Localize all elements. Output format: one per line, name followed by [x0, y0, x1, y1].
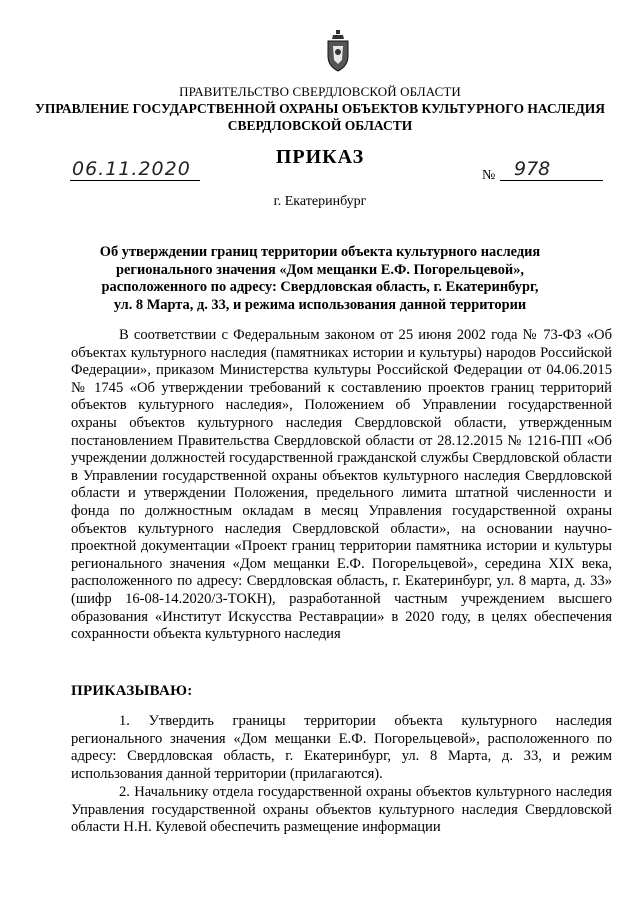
title-line-3: расположенного по адресу: Свердловская область, г. Екатеринбург, [101, 279, 539, 296]
number-label: № [482, 168, 496, 183]
order-title [0, 244, 640, 314]
department-line-2: СВЕРДЛОВСКОЙ ОБЛАСТИ [227, 118, 413, 133]
title-line-4: ул. 8 Марта, д. 33, и режима использования данной территории [113, 296, 527, 313]
order-date: 06.11.2020 [70, 158, 200, 181]
order-item-2: 2. Начальнику отдела государственной охраны объектов культурного наследия Управления государственной охраны объектов культурного наследия Свердловской области Н.Н. Кулевой обеспечить размещение информации [71, 784, 612, 836]
coat-of-arms-icon [324, 30, 352, 72]
department-name [0, 100, 640, 134]
government-name: ПРАВИТЕЛЬСТВО СВЕРДЛОВСКОЙ ОБЛАСТИ [179, 84, 461, 99]
order-number: 978 [500, 158, 603, 181]
city: г. Екатеринбург [273, 194, 367, 209]
department-line-1: УПРАВЛЕНИЕ ГОСУДАРСТВЕННОЙ ОХРАНЫ ОБЪЕКТОВ КУЛЬТУРНОГО НАСЛЕДИЯ [34, 101, 606, 116]
preamble-paragraph: В соответствии с Федеральным законом от 25 июня 2002 года № 73-ФЗ «Об объектах культурного наследия (памятниках истории и культуры) народов Российской Федерации», приказом Министерства культуры Российской Федерации от 04.06.2015 № 1745 «Об утверждении требований к составлению проектов границ территорий объектов культурного наследия», Положением об Управлении государственной охраны объектов культурного наследия Свердловской области, утвержденным постановлением Правительства Свердловской области от 28.12.2015 № 1216-ПП «Об учреждении должностей государственной гражданской службы Свердловской области в Управлении государственной охраны объектов культурного наследия Свердловской области и утверждении Положения, предельного лимита штатной численности и фонда по должностным окладам в месяц Управления государственной охраны объектов культурного наследия Свердловской области», на основании научно-проектной документации «Проект границ территории памятника истории и культуры регионального значения «Дом мещанки Е.Ф. Погорельцевой», середина XIX века, расположенного по адресу: Свердловская область, г. Екатеринбург, ул. 8 марта, д. 33» (шифр 16-08-14.2020/3-ТОКН), разработанной частным учреждением высшего образования «Институт Искусства Реставрации» в 2020 году, в целях обеспечения сохранности объекта культурного наследия [71, 327, 612, 643]
title-line-1: Об утверждении границ территории объекта культурного наследия [99, 244, 541, 260]
order-directive: ПРИКАЗЫВАЮ: [71, 683, 193, 699]
document-type: ПРИКАЗ [275, 146, 365, 168]
title-line-2: регионального значения «Дом мещанки Е.Ф. Погорельцевой», [116, 261, 524, 278]
order-item-1: 1. Утвердить границы территории объекта культурного наследия регионального значения «Дом мещанки Е.Ф. Погорельцевой», расположенного по адресу: Свердловская область, г. Екатеринбург, ул. 8 Марта, д. 33, и режим использования данной территории (прилагаются). [71, 713, 612, 782]
